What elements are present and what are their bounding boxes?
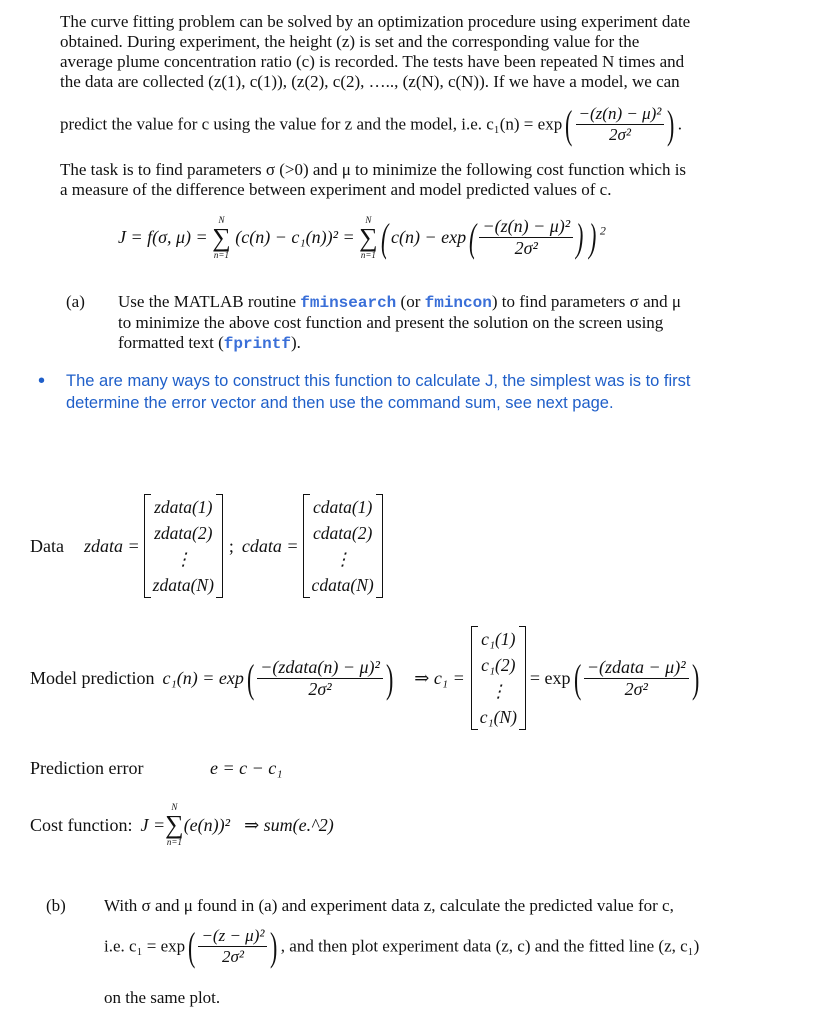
costfn-arrow: ⇒ sum(e.^2): [244, 814, 334, 835]
zdata-cell: zdata(2): [154, 523, 213, 543]
prediction-error-block: [30, 758, 143, 779]
costfn-body: (e(n))²: [183, 814, 231, 835]
zdata-cell: zdata(N): [152, 575, 214, 595]
costfn-lhs: J =: [140, 814, 166, 835]
part-b-line-3: on the same plot.: [104, 988, 221, 1007]
cdata-lhs: cdata =: [241, 535, 299, 556]
cost-exponent: 2: [599, 223, 606, 238]
part-b-line-1: With σ and μ found in (a) and experiment data z, calculate the predicted value for c,: [104, 896, 674, 915]
part-a-line-1: Use the MATLAB routine fminsearch (or fmincon) to find parameters σ and μ: [118, 292, 681, 312]
intro-line-4: the data are collected (z(1), c(1)), (z(2), c(2), ….., (z(N), c(N)). If we have a model, we can: [60, 72, 680, 91]
zdata-cell: zdata(1): [154, 497, 213, 517]
model-rhs: = exp: [529, 667, 571, 688]
error-label: Prediction error: [30, 758, 144, 778]
intro-line-3: average plume concentration ratio (c) is recorded. The tests have been repeated N times and: [60, 52, 685, 71]
intro-line-2: obtained. During experiment, the height (z) is set and the corresponding value for the: [60, 32, 640, 51]
fminsearch-code: fminsearch: [300, 294, 397, 312]
sum-symbol-1: N ∑ n=1: [212, 214, 231, 260]
error-equation: e = c − c₁: [210, 758, 283, 778]
intro-model-denominator: 2σ²: [608, 125, 631, 144]
zdata-cell: ⋮: [174, 549, 193, 569]
part-a-text: [118, 292, 681, 354]
model-fraction: $\frac{\text{−(zdata(n) − μ)²}}{\text{2σ²}}$: [257, 657, 383, 700]
c1-cell: ⋮: [489, 681, 508, 701]
c1-vector: [471, 626, 526, 730]
sum-symbol-3: N ∑ n=1: [165, 802, 184, 847]
task-line-1: The task is to find parameters σ (>0) and μ to minimize the following cost function which is: [60, 160, 687, 179]
data-label: Data: [30, 535, 64, 556]
note-line-2: determine the error vector and then use the command sum, see next page.: [66, 394, 614, 412]
zdata-vector: [144, 494, 223, 598]
part-b-fraction: $\frac{\text{−(z − μ)²}}{\text{2σ²}}$: [198, 926, 267, 967]
part-b-label: (b): [46, 896, 66, 915]
intro-model-fraction: [576, 104, 665, 145]
model-label: Model prediction: [30, 667, 155, 688]
cdata-cell: cdata(N): [311, 575, 374, 595]
model-arrow: ⇒ c₁ =: [414, 667, 465, 688]
part-a-line-2: to minimize the above cost function and present the solution on the screen using: [118, 313, 664, 332]
c1-cell: c₁(N): [479, 707, 517, 727]
intro-model-line: predict the value for c using the value for z and the model, i.e. c₁(n) = exp( $\frac{\text{−(z(n) − μ)²}}{\text{2σ²}}$ ) .: [60, 101, 682, 147]
cdata-vector: [303, 494, 383, 598]
cost-function-equation: J = f(σ, μ) = N ∑ n=1 (c(n) − c₁(n))² = N ∑ n=1 ( c(n) − exp( $\frac{\text{−(z(n) − μ)²}}{\text{2σ²}}$ ) ) $^2$: [118, 214, 606, 260]
cost-function-block: [30, 800, 334, 850]
intro-line-5: predict the value for c using the value for z and the model, i.e. c₁(n) = exp: [60, 114, 563, 134]
part-a-line-3: formatted text (fprintf).: [118, 333, 301, 353]
cdata-cell: cdata(1): [313, 497, 373, 517]
cost-middle: (c(n) − c₁(n))² =: [235, 227, 355, 247]
fprintf-code: fprintf: [223, 335, 291, 353]
intro-line-1: The curve fitting problem can be solved by an optimization procedure using experiment date: [60, 12, 691, 31]
sum-symbol-2: N ∑ n=1: [359, 214, 378, 260]
costfn-label: Cost function:: [30, 814, 133, 835]
model-prediction-block: Model prediction c₁(n) = exp ( $\frac{\text{−(zdata(n) − μ)²}}{\text{2σ²}}$ ) ⇒ c₁ = c₁(1) c₁(2) ⋮ c₁(N) = exp ( $\frac{\text{−(zdata − μ)²}}{\text{2σ²}}$ ): [30, 618, 702, 738]
bullet-note: [66, 370, 691, 414]
cost-lhs: J = f(σ, μ) =: [118, 227, 208, 247]
model-lhs: c₁(n) = exp: [162, 667, 244, 688]
bullet-icon: •: [38, 370, 46, 392]
part-a-label: (a): [66, 292, 85, 311]
note-line-1: The are many ways to construct this function to calculate J, the simplest was is to first: [66, 372, 691, 390]
fmincon-code: fmincon: [424, 294, 492, 312]
task-paragraph: [60, 160, 686, 200]
intro-paragraph: [60, 12, 690, 92]
zdata-lhs: zdata =: [83, 535, 140, 556]
model-rhs-fraction: $\frac{\text{−(zdata − μ)²}}{\text{2σ²}}$: [584, 657, 689, 700]
cdata-cell: cdata(2): [313, 523, 373, 543]
c1-cell: c₁(1): [481, 629, 516, 649]
task-line-2: a measure of the difference between experiment and model predicted values of c.: [60, 180, 612, 199]
c1-cell: c₁(2): [481, 655, 516, 675]
cost-fraction: $\frac{\text{−(z(n) − μ)²}}{\text{2σ²}}$: [479, 216, 573, 259]
intro-model-numerator: −(z(n) − μ)²: [576, 104, 665, 125]
cdata-cell: ⋮: [333, 549, 352, 569]
data-separator: ;: [228, 535, 234, 556]
data-block: [30, 487, 383, 605]
part-b-line-2: i.e. c₁ = exp( $\frac{\text{−(z − μ)²}}{\text{2σ²}}$ ) , and then plot experiment data (z, c) and the fitted line (z, c₁): [104, 923, 700, 969]
cost-inner: c(n) − exp: [391, 227, 467, 247]
